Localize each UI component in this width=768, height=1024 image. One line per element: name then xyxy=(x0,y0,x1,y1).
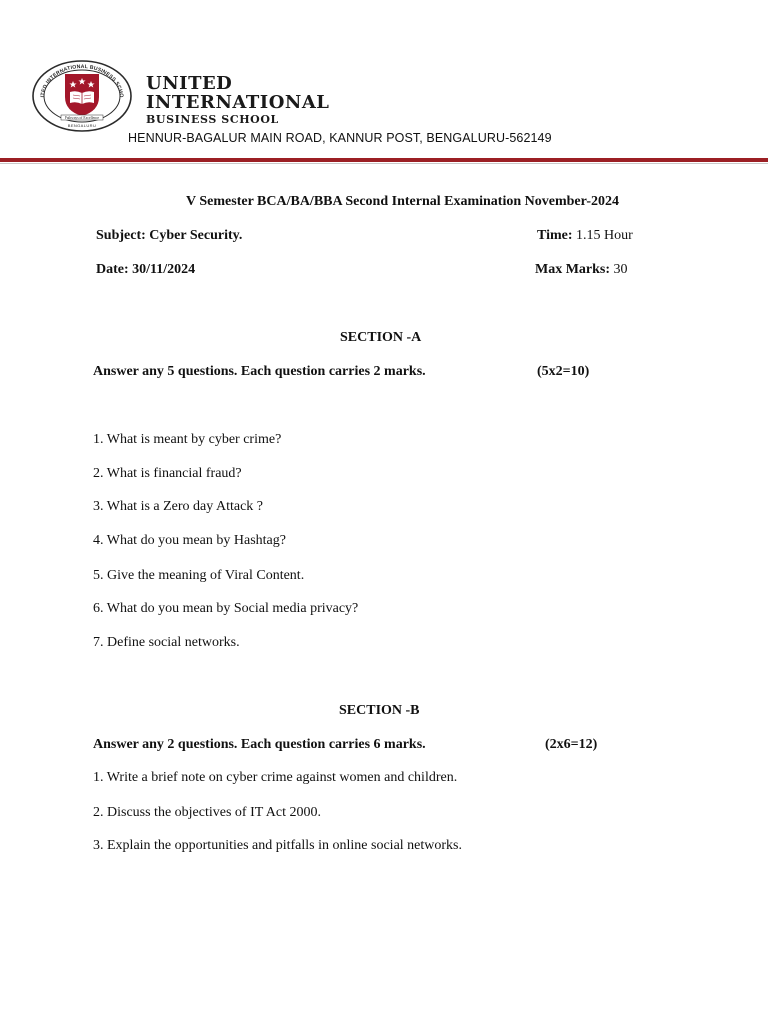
school-name-line2: INTERNATIONAL xyxy=(146,92,330,113)
section-b-marks: (2x6=12) xyxy=(545,737,598,752)
date-line xyxy=(96,262,195,278)
svg-text:UNITED INTERNATIONAL BUSINESS: ITED INTERNATIONAL BUSINESS SCHO xyxy=(39,63,125,98)
subject-value: Cyber Security. xyxy=(149,228,243,243)
max-marks-line xyxy=(535,262,628,278)
time-line xyxy=(537,228,633,244)
question-item: 7. Define social networks. xyxy=(93,635,240,650)
school-address: HENNUR-BAGALUR MAIN ROAD, KANNUR POST, BENGALURU-562149 xyxy=(128,131,552,145)
section-a-heading: SECTION -A xyxy=(340,330,422,345)
header-divider xyxy=(0,158,768,162)
svg-text:BENGALURU: BENGALURU xyxy=(67,123,97,128)
section-a-marks: (5x2=10) xyxy=(537,364,590,379)
subject-label: Subject: xyxy=(96,228,146,243)
section-b-instruction: Answer any 2 questions. Each question carries 6 marks. xyxy=(93,737,426,752)
section-b-heading: SECTION -B xyxy=(339,703,420,718)
question-item: 5. Give the meaning of Viral Content. xyxy=(93,568,305,583)
question-item: 2. What is financial fraud? xyxy=(93,466,242,481)
header-divider-shadow xyxy=(0,163,768,164)
svg-text:Pathways of Excellence: Pathways of Excellence xyxy=(64,116,100,120)
max-marks-value: 30 xyxy=(613,262,628,277)
date-label: Date: xyxy=(96,262,129,277)
subject-line xyxy=(96,228,242,244)
question-item: 1. What is meant by cyber crime? xyxy=(93,432,282,447)
school-name-line3: BUSINESS SCHOOL xyxy=(146,113,279,126)
time-label: Time: xyxy=(537,228,573,243)
question-item: 2. Discuss the objectives of IT Act 2000. xyxy=(93,805,321,820)
question-item: 3. Explain the opportunities and pitfalls in online social networks. xyxy=(93,838,462,853)
question-item: 3. What is a Zero day Attack ? xyxy=(93,499,264,514)
section-a-instruction: Answer any 5 questions. Each question carries 2 marks. xyxy=(93,364,426,379)
school-crest-icon xyxy=(31,59,133,133)
time-value: 1.15 Hour xyxy=(576,228,633,243)
max-marks-label: Max Marks: xyxy=(535,262,611,277)
exam-title: V Semester BCA/BA/BBA Second Internal Examination November-2024 xyxy=(186,194,619,209)
school-name xyxy=(146,75,329,125)
school-name-line1: UNITED xyxy=(146,73,233,94)
question-item: 1. Write a brief note on cyber crime against women and children. xyxy=(93,770,458,785)
question-item: 6. What do you mean by Social media privacy? xyxy=(93,601,359,616)
date-value: 30/11/2024 xyxy=(132,262,196,277)
question-item: 4. What do you mean by Hashtag? xyxy=(93,533,286,548)
